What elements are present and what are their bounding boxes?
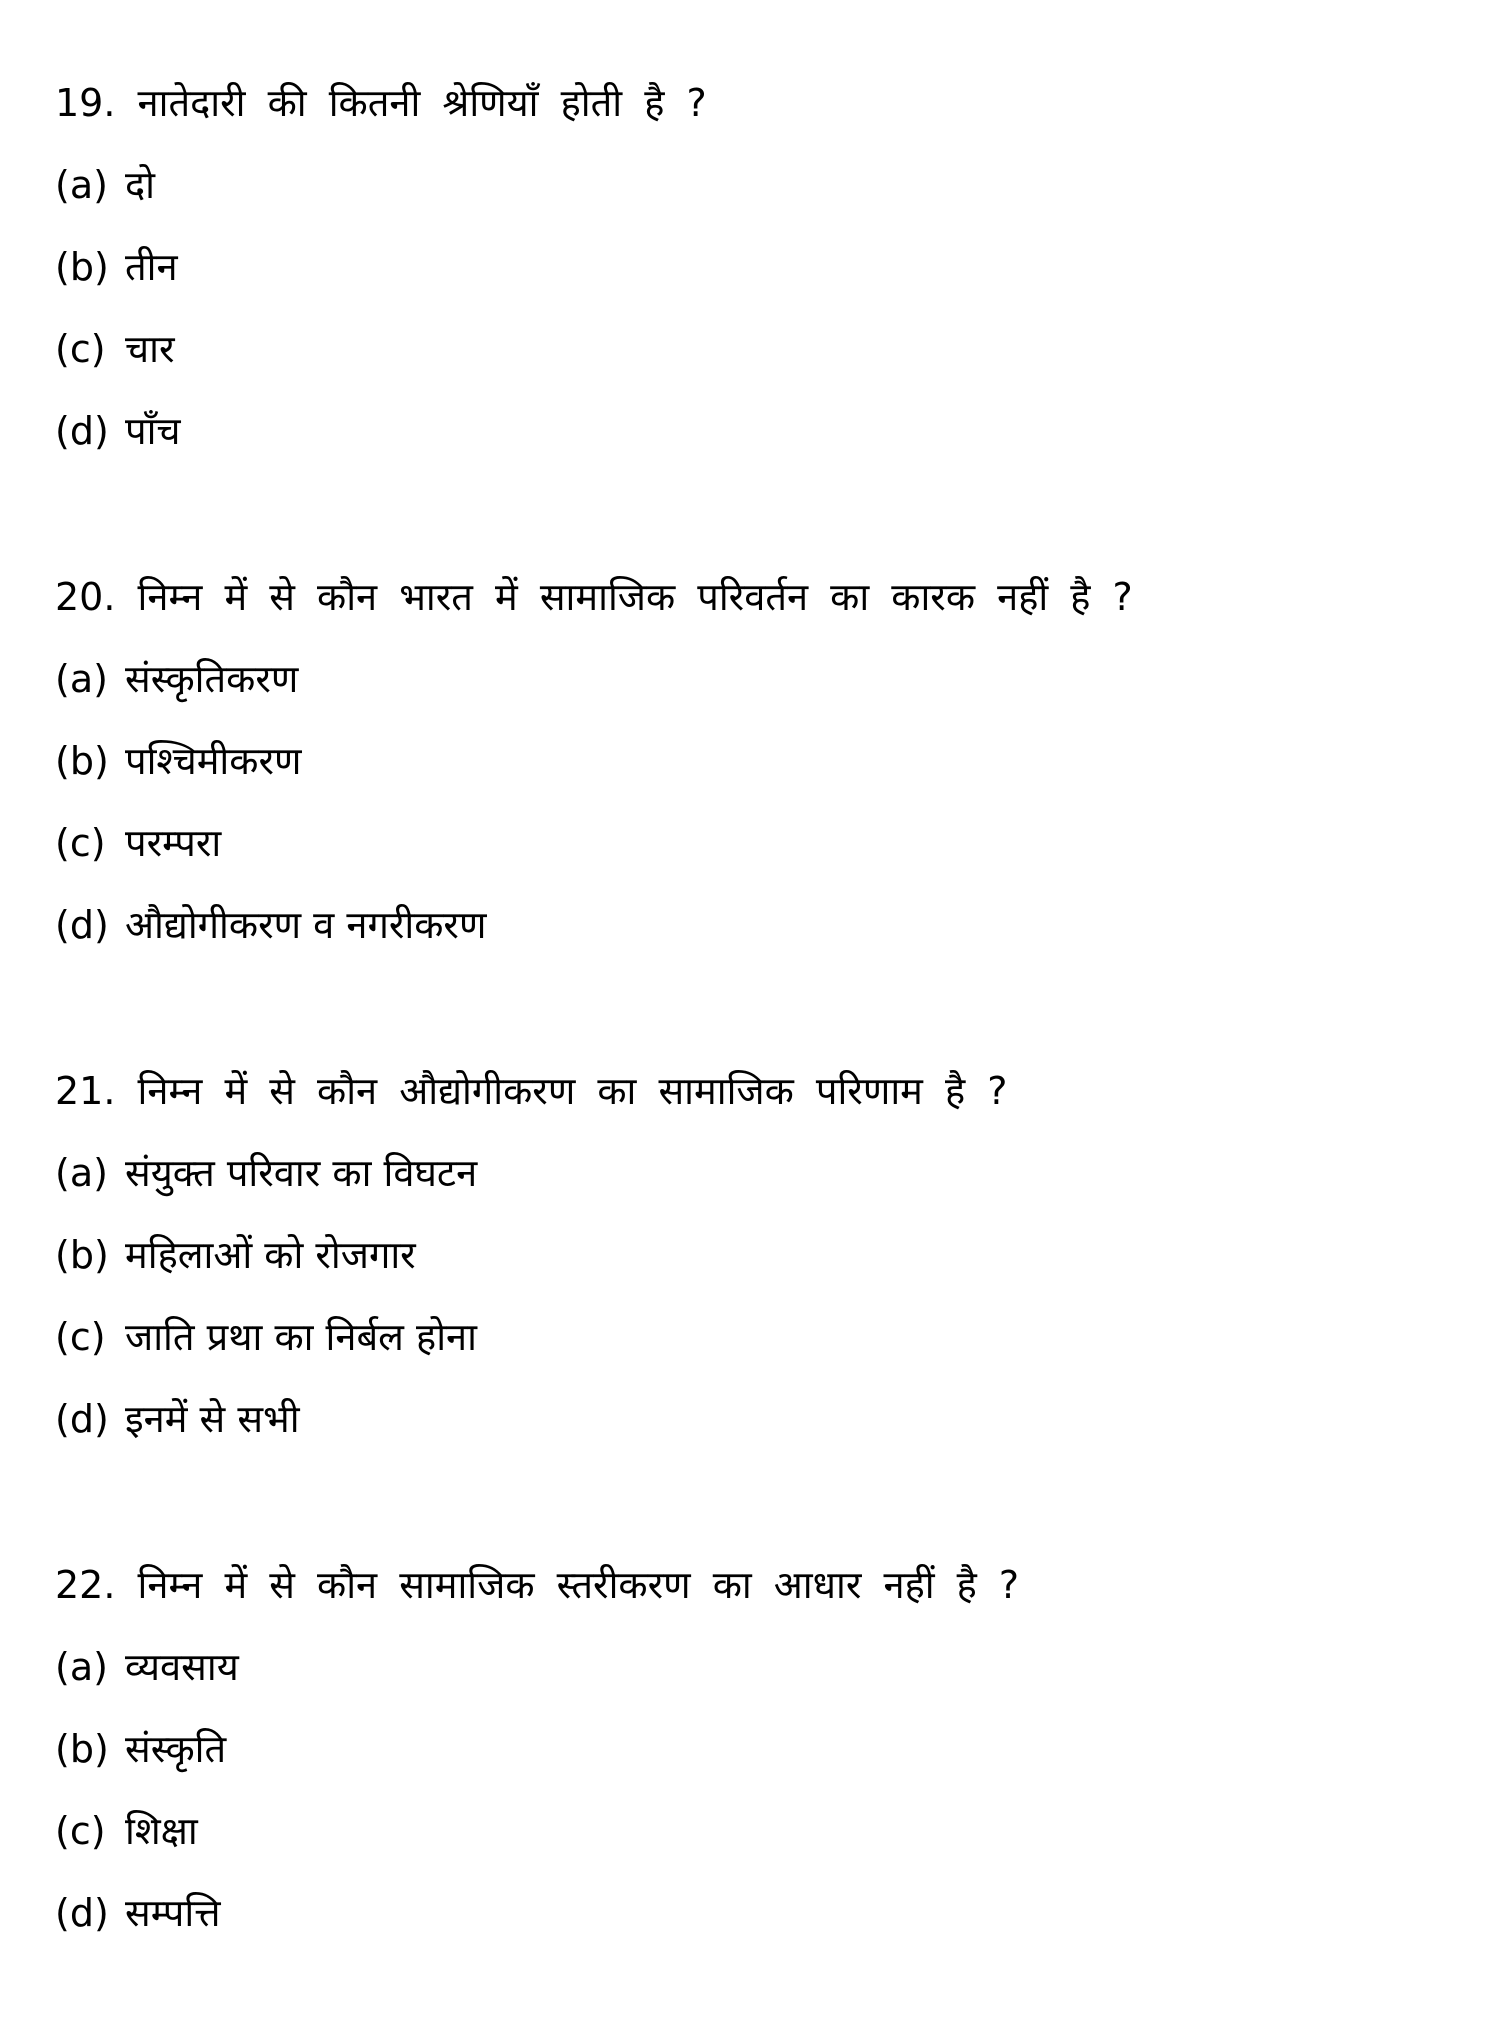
option-c bbox=[55, 1296, 1455, 1378]
question-19 bbox=[55, 62, 1455, 472]
option-label: (d) bbox=[55, 409, 109, 453]
option-text: जाति प्रथा का निर्बल होना bbox=[125, 1315, 477, 1359]
option-b bbox=[55, 720, 1455, 802]
option-text: इनमें से सभी bbox=[125, 1397, 300, 1441]
option-b bbox=[55, 1214, 1455, 1296]
option-d bbox=[55, 390, 1455, 472]
question-number: 19. bbox=[55, 81, 116, 125]
option-label: (b) bbox=[55, 245, 109, 289]
question-stem bbox=[55, 1050, 1455, 1132]
question-stem bbox=[55, 1544, 1455, 1626]
question-text: निम्न में से कौन भारत में सामाजिक परिवर्तन का कारक नहीं है ? bbox=[137, 575, 1133, 619]
option-text: संस्कृतिकरण bbox=[125, 657, 299, 701]
option-d bbox=[55, 884, 1455, 966]
option-label: (a) bbox=[55, 657, 108, 701]
option-label: (d) bbox=[55, 903, 109, 947]
option-text: व्यवसाय bbox=[125, 1645, 239, 1689]
question-22 bbox=[55, 1544, 1455, 1954]
option-label: (c) bbox=[55, 1809, 106, 1853]
question-text: निम्न में से कौन सामाजिक स्तरीकरण का आधार नहीं है ? bbox=[137, 1563, 1020, 1607]
option-c bbox=[55, 802, 1455, 884]
option-label: (b) bbox=[55, 739, 109, 783]
option-text: शिक्षा bbox=[125, 1809, 198, 1853]
option-d bbox=[55, 1872, 1455, 1954]
option-text: पश्चिमीकरण bbox=[125, 739, 302, 783]
option-label: (a) bbox=[55, 163, 108, 207]
option-d bbox=[55, 1378, 1455, 1460]
option-text: संयुक्त परिवार का विघटन bbox=[125, 1151, 478, 1195]
option-label: (a) bbox=[55, 1645, 108, 1689]
option-text: संस्कृति bbox=[125, 1727, 227, 1771]
option-label: (c) bbox=[55, 327, 106, 371]
question-stem bbox=[55, 556, 1455, 638]
option-label: (b) bbox=[55, 1727, 109, 1771]
option-b bbox=[55, 1708, 1455, 1790]
question-number: 21. bbox=[55, 1069, 116, 1113]
option-a bbox=[55, 1626, 1455, 1708]
option-text: दो bbox=[125, 163, 156, 207]
option-c bbox=[55, 308, 1455, 390]
option-a bbox=[55, 144, 1455, 226]
option-c bbox=[55, 1790, 1455, 1872]
option-text: महिलाओं को रोजगार bbox=[125, 1233, 416, 1277]
question-21 bbox=[55, 1050, 1455, 1460]
question-text: निम्न में से कौन औद्योगीकरण का सामाजिक परिणाम है ? bbox=[137, 1069, 1008, 1113]
option-text: चार bbox=[125, 327, 175, 371]
option-a bbox=[55, 638, 1455, 720]
question-stem bbox=[55, 62, 1455, 144]
question-20 bbox=[55, 556, 1455, 966]
question-number: 20. bbox=[55, 575, 116, 619]
option-label: (c) bbox=[55, 1315, 106, 1359]
option-text: सम्पत्ति bbox=[125, 1891, 221, 1935]
option-b bbox=[55, 226, 1455, 308]
option-a bbox=[55, 1132, 1455, 1214]
option-text: तीन bbox=[125, 245, 178, 289]
option-text: औद्योगीकरण व नगरीकरण bbox=[125, 903, 487, 947]
option-text: परम्परा bbox=[125, 821, 222, 865]
question-text: नातेदारी की कितनी श्रेणियाँ होती है ? bbox=[137, 81, 707, 125]
question-number: 22. bbox=[55, 1563, 116, 1607]
option-label: (a) bbox=[55, 1151, 108, 1195]
option-label: (c) bbox=[55, 821, 106, 865]
option-label: (d) bbox=[55, 1891, 109, 1935]
option-label: (d) bbox=[55, 1397, 109, 1441]
option-label: (b) bbox=[55, 1233, 109, 1277]
option-text: पाँच bbox=[125, 409, 181, 453]
